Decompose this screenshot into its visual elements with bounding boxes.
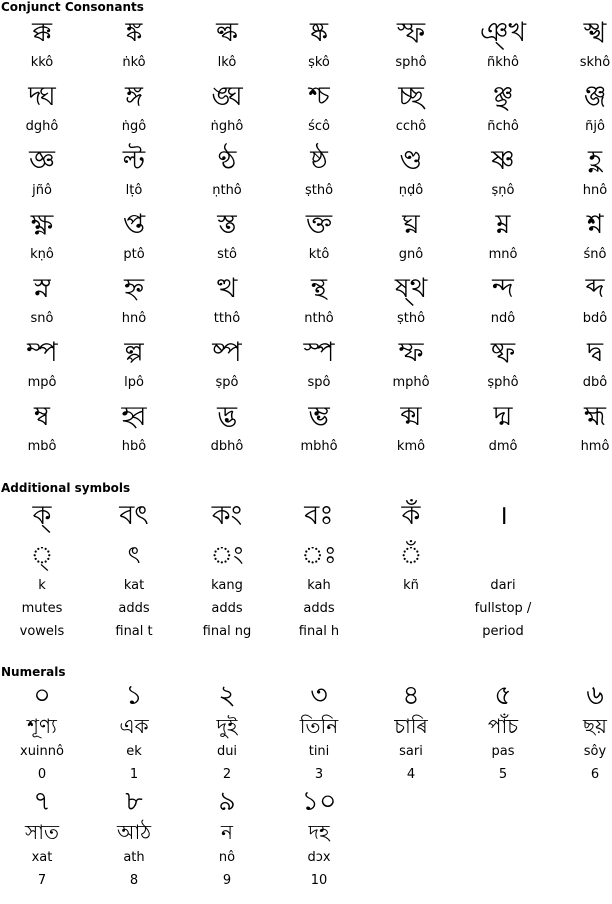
numeral-word: ন [221,820,233,844]
conjunct-glyph: জ্ঞ [29,145,55,176]
conjunct-transliteration: lpô [124,375,144,390]
symbol-description-line2: final h [298,624,340,639]
conjunct-cell [549,334,612,398]
conjunct-row [0,142,612,206]
conjunct-transliteration: mbhô [300,439,338,454]
conjunct-cell [457,334,549,398]
conjunct-glyph: ক্ত [305,209,333,240]
symbol-sign: ◌্ [30,541,54,569]
conjunct-transliteration: tthô [213,311,241,326]
conjunct-transliteration: ṅghô [210,119,244,134]
conjunct-cell [273,398,365,462]
symbol-sign: ◌ঃ [301,541,337,569]
conjunct-glyph: ঙ্গ [125,81,143,112]
symbol-name: kñ [403,578,419,593]
numeral-cell [365,680,457,786]
conjunct-cell [365,142,457,206]
numeral-transliteration: sôy [583,744,607,759]
symbol-cell [365,496,457,643]
conjunct-glyph: হ্ণ [587,145,603,176]
conjunct-cell [549,270,612,334]
symbol-description-line1 [365,597,457,620]
conjunct-glyph: দ্ব [586,337,604,368]
conjunct-transliteration: ṣphô [487,375,519,390]
conjunct-glyph: ন্থ [311,273,327,304]
symbol-sign: ◌ং [210,541,244,569]
numeral-digit: ১০ [301,786,337,817]
conjunct-cell [457,142,549,206]
numeral-cell [88,786,180,892]
symbol-name: kang [211,578,243,593]
symbol-example: কং [211,500,243,531]
conjunct-cell [181,78,273,142]
conjunct-row [0,206,612,270]
conjunct-cell [88,206,180,270]
conjunct-transliteration: ñchô [487,119,519,134]
conjunct-grid [0,14,612,462]
additional-symbols-grid [0,496,612,648]
symbol-name: kat [123,578,145,593]
numeral-digit: ৪ [402,680,420,711]
symbol-description-line1: adds [118,601,150,616]
numeral-word: এক [119,714,149,738]
conjunct-glyph: ঘ্ন [402,209,420,240]
numeral-cell [457,680,549,786]
numeral-cell [88,680,180,786]
numeral-arabic: 7 [37,873,47,888]
numeral-transliteration: pas [491,744,515,759]
conjunct-glyph: ণ্ড [399,145,423,176]
conjunct-cell [0,206,88,270]
numeral-word: ছয় [583,714,607,738]
numeral-transliteration: tini [308,744,330,759]
conjunct-cell [0,78,88,142]
conjunct-cell [273,334,365,398]
conjunct-glyph: ক্ম [400,401,422,432]
numeral-transliteration: xat [31,850,53,865]
conjunct-glyph: ক্ক [32,17,52,48]
conjunct-cell [88,142,180,206]
conjunct-cell [549,398,612,462]
numeral-cell [273,680,365,786]
conjunct-glyph: ম্ব [34,401,50,432]
conjunct-transliteration: ṣthô [396,311,426,326]
numeral-arabic: 9 [222,873,232,888]
conjunct-glyph: ণ্ঠ [217,145,237,176]
symbol-sign [457,536,549,574]
conjunct-glyph: ল্ক [216,17,238,48]
conjunct-glyph: দ্ঘ [28,81,56,112]
conjunct-cell [365,398,457,462]
conjunct-glyph: ষ্ক [309,17,329,48]
conjunct-cell [457,398,549,462]
conjunct-transliteration: hnô [121,311,147,326]
numeral-transliteration: ath [123,850,145,865]
numeral-word: দহ [308,820,330,844]
numeral-transliteration: dui [216,744,238,759]
conjunct-transliteration: hnô [582,183,608,198]
conjunct-glyph: ম্প [26,337,58,368]
numerals-grid [0,680,612,892]
conjunct-glyph: ত্থ [216,273,238,304]
conjunct-cell [273,142,365,206]
conjunct-glyph: স্ফ [396,17,426,48]
conjunct-cell [365,206,457,270]
conjunct-transliteration: lkô [217,55,237,70]
conjunct-glyph: ল্প [124,337,144,368]
conjunct-glyph: ব্দ [585,273,605,304]
conjunct-glyph: ষ্প [212,337,242,368]
conjunct-transliteration: dghô [25,119,59,134]
conjunct-glyph: ম্ফ [398,337,424,368]
numeral-transliteration: sari [399,744,423,759]
conjunct-glyph: স্ন [33,273,51,304]
conjunct-transliteration: ṣpô [215,375,239,390]
conjunct-transliteration: ñjô [585,119,605,134]
section-title-numerals: Numerals [1,665,66,679]
conjunct-transliteration: stô [217,247,237,262]
conjunct-cell [365,334,457,398]
conjunct-glyph: স্খ [583,17,607,48]
conjunct-transliteration: ñkhô [487,55,519,70]
conjunct-glyph: ঙ্ঘ [211,81,243,112]
numeral-digit: ৬ [586,680,604,711]
conjunct-glyph: শ্চ [308,81,330,112]
section-title-conjuncts: Conjunct Consonants [1,0,144,14]
symbol-description-line1: fullstop / [474,601,532,616]
conjunct-transliteration: skhô [579,55,611,70]
conjunct-cell [181,398,273,462]
conjunct-transliteration: snô [30,311,54,326]
symbol-example: বঃ [304,500,334,531]
conjunct-cell [181,206,273,270]
conjunct-transliteration: gnô [398,247,424,262]
symbol-example: ক্ [32,500,52,531]
conjunct-row [0,14,612,78]
conjunct-row [0,334,612,398]
numeral-word: তিনি [299,714,339,738]
numeral-word: পাঁচ [487,714,519,738]
numeral-transliteration: ek [126,744,142,759]
symbol-sign: ৎ [127,541,141,569]
conjunct-glyph: হ্ব [121,401,147,432]
numeral-digit: ০ [33,680,51,711]
conjunct-cell [549,206,612,270]
conjunct-transliteration: ṅgô [121,119,147,134]
numeral-digit: ৮ [125,786,143,817]
numeral-cell [0,786,88,892]
conjunct-transliteration: dbô [582,375,608,390]
conjunct-transliteration: ptô [123,247,145,262]
numeral-cell [549,680,612,786]
symbol-example: । [497,500,509,531]
symbol-sign: ◌ঁ [399,541,423,569]
conjunct-transliteration: hmô [580,439,610,454]
conjunct-cell [457,78,549,142]
symbol-cell [0,496,88,643]
conjunct-transliteration: mpô [27,375,57,390]
conjunct-cell [365,78,457,142]
conjunct-glyph: দ্ভ [217,401,237,432]
section-title-additional: Additional symbols [1,481,131,495]
numeral-digit: ২ [218,680,236,711]
conjunct-cell [88,398,180,462]
conjunct-cell [273,206,365,270]
conjunct-cell [273,14,365,78]
numeral-digit: ১ [125,680,143,711]
conjunct-transliteration: śnô [583,247,607,262]
conjunct-glyph: স্ত [217,209,237,240]
conjunct-transliteration: dbhô [210,439,244,454]
conjunct-glyph: ক্ষ্ণ [30,209,54,240]
symbol-name: dari [490,578,516,593]
conjunct-cell [365,14,457,78]
symbol-description-line2: vowels [19,624,65,639]
conjunct-cell [88,334,180,398]
numeral-arabic: 5 [498,767,508,782]
numeral-arabic: 0 [37,767,47,782]
conjunct-transliteration: ndô [490,311,516,326]
conjunct-cell [0,398,88,462]
numeral-word: শূণ্য [27,714,57,738]
conjunct-glyph: স্প [303,337,335,368]
symbol-description-line2 [365,620,457,643]
conjunct-cell [88,14,180,78]
numeral-arabic: 3 [314,767,324,782]
conjunct-glyph: ঞ্ছ [492,81,514,112]
symbol-name: kah [307,578,331,593]
numeral-cell [273,786,365,892]
conjunct-cell [549,14,612,78]
numeral-digit: ৫ [494,680,512,711]
conjunct-glyph: দ্ম [493,401,513,432]
conjunct-transliteration: kmô [396,439,426,454]
numeral-arabic: 1 [129,767,139,782]
conjunct-glyph: শ্ন [586,209,604,240]
conjunct-transliteration: ṇthô [212,183,242,198]
numeral-transliteration: xuinnô [20,744,64,759]
numeral-word: আঠ [116,820,152,844]
conjunct-glyph: ম্ন [495,209,511,240]
conjunct-transliteration: kkô [30,55,54,70]
numeral-arabic: 6 [590,767,600,782]
symbol-cell [88,496,180,643]
conjunct-cell [273,270,365,334]
conjunct-transliteration: ścô [308,119,330,134]
conjunct-cell [0,334,88,398]
conjunct-cell [0,270,88,334]
symbol-example: কঁ [401,500,421,531]
conjunct-cell [549,78,612,142]
conjunct-glyph: ম্ভ [308,401,330,432]
conjunct-transliteration: ṣthô [304,183,334,198]
symbol-cell [181,496,273,643]
numeral-cell [0,680,88,786]
symbol-name: k [38,578,46,593]
numeral-arabic: 4 [406,767,416,782]
numeral-word: সাত [24,820,60,844]
conjunct-transliteration: dmô [488,439,518,454]
conjunct-cell [181,334,273,398]
symbol-description-line1: adds [303,601,335,616]
conjunct-glyph: ষ্ঠ [310,145,328,176]
numeral-cell [181,786,273,892]
numeral-arabic: 2 [222,767,232,782]
numeral-word: চাৰি [394,714,428,738]
numeral-cell [181,680,273,786]
conjunct-glyph: ঞ্জ [583,81,607,112]
conjunct-cell [549,142,612,206]
conjunct-transliteration: ṣkô [308,55,330,70]
numeral-arabic: 8 [129,873,139,888]
conjunct-glyph: ষ্ণ [491,145,515,176]
conjunct-glyph: ল্ট [122,145,146,176]
conjunct-glyph: ষ্ফ [490,337,516,368]
numeral-row [0,786,612,892]
conjunct-transliteration: nthô [304,311,334,326]
conjunct-row [0,78,612,142]
conjunct-transliteration: ṣṇô [491,183,515,198]
conjunct-cell [0,14,88,78]
symbol-description-line1: adds [211,601,243,616]
conjunct-transliteration: cchô [395,119,427,134]
conjunct-cell [273,78,365,142]
conjunct-transliteration: mbô [27,439,57,454]
conjunct-cell [457,270,549,334]
symbol-description-line1: mutes [21,601,63,616]
conjunct-glyph: প্ত [122,209,146,240]
numeral-row [0,680,612,786]
conjunct-glyph: ষ্থ [394,273,428,304]
symbol-example: বৎ [119,500,149,531]
conjunct-transliteration: ṅkô [122,55,146,70]
numeral-transliteration: dɔx [307,850,331,865]
numeral-digit: ৭ [33,786,51,817]
conjunct-glyph: হ্ম [584,401,606,432]
conjunct-cell [181,270,273,334]
conjunct-transliteration: kṇô [30,247,54,262]
numeral-arabic: 10 [310,873,328,888]
conjunct-transliteration: spô [307,375,331,390]
numeral-digit: ৩ [310,680,328,711]
conjunct-glyph: চ্ছ [398,81,424,112]
symbol-description-line2: final t [115,624,153,639]
conjunct-transliteration: mnô [488,247,518,262]
conjunct-glyph: ন্দ [492,273,514,304]
numeral-transliteration: nô [218,850,236,865]
numeral-word: দুই [216,714,238,738]
conjunct-transliteration: ktô [308,247,330,262]
conjunct-transliteration: mphô [392,375,430,390]
symbol-description-line2: final ng [202,624,252,639]
symbol-description-line2: period [482,624,524,639]
conjunct-transliteration: bdô [582,311,608,326]
conjunct-cell [0,142,88,206]
conjunct-cell [457,206,549,270]
conjunct-glyph: ঙ্ক [125,17,143,48]
conjunct-glyph: ঞ্খ [479,17,527,48]
conjunct-cell [181,142,273,206]
conjunct-row [0,270,612,334]
conjunct-cell [88,78,180,142]
conjunct-cell [365,270,457,334]
conjunct-transliteration: ṇḍô [398,183,424,198]
conjunct-transliteration: hbô [121,439,147,454]
numeral-digit: ৯ [218,786,236,817]
conjunct-transliteration: sphô [395,55,427,70]
conjunct-transliteration: jñô [32,183,52,198]
symbol-cell [457,496,549,643]
conjunct-glyph: হ্ন [123,273,145,304]
conjunct-transliteration: lṭô [125,183,143,198]
conjunct-row [0,398,612,462]
conjunct-cell [88,270,180,334]
conjunct-cell [181,14,273,78]
conjunct-cell [457,14,549,78]
symbol-cell [273,496,365,643]
